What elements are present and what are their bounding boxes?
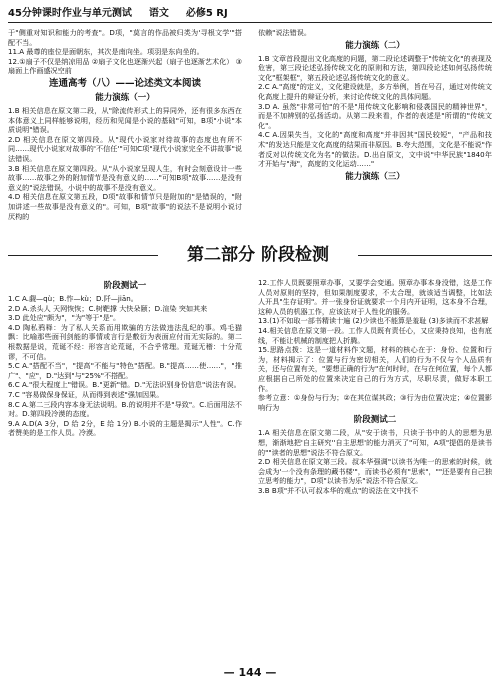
answer-paragraph: 3.D 此处应"颇为"，"为"等于"是"。 bbox=[8, 313, 121, 323]
part-title: 第二部分 阶段检测 bbox=[158, 242, 358, 268]
right-column bbox=[258, 28, 492, 185]
section-subheading: 能力演练（二） bbox=[345, 40, 405, 51]
subject-label: 语文 bbox=[148, 8, 169, 19]
answer-paragraph: 2.C A."高度"的定义，文化建设就是，多方举例，旨在号召，通过对传统文化高度上提升的辩证分析，来讨论传统文化的具体问题。 bbox=[258, 82, 492, 101]
book-title: 45分钟课时作业与单元测试 bbox=[8, 8, 132, 19]
answer-paragraph: 参考立意：①身份与行为；②在其位谋其政；③行为由位置决定；④位置影响行为 bbox=[258, 393, 492, 412]
section-heading: 阶段测试二 bbox=[353, 415, 397, 426]
answer-paragraph: 7.C "容易做保身保证，从而得到表述"强加因果。 bbox=[8, 389, 164, 399]
part-divider bbox=[8, 236, 492, 276]
answer-paragraph: 12.①扇子不仅是纳凉用品 ②扇子文化也逐渐兴起（扇子也逐渐艺术化） ③扇面上作画盛况空前 bbox=[8, 56, 242, 76]
answer-paragraph: 2.D 相关信息在原文第三段。叔本华强调"以读书为唯一的思索的时候，就会成为'一个没有条理的藏书楼'"，而读书必须有"思索"，""还是要有自己独立思考的能力"，D项"以读书为乐"说法不符合原文。 bbox=[258, 457, 492, 486]
answer-paragraph: 4.C A.因果失当，文化的"高度和高度"并非因其"国民较短"，"产品和技术"的发达只能是文化高度的结果而非原因。B.夸大范围，文化是不能说"作者反对以传统文化为名"的做法。D.出自原文，文中说"中华民族"1840年才开始与"海"，高度的文化运动……" bbox=[258, 130, 492, 169]
answer-paragraph: 5.C A."搭配不当"，"提高"不能与"特色"搭配。B."提高……使……"，"推广"、"应"，D."达到"与"25%"不搭配。 bbox=[8, 361, 242, 380]
answer-paragraph: 4.D 相关信息在原文第五段，D项"故事和情节只是附加的"是错误的，"附加讲述一些故事是没有意义的"。可知，B项"故事"的说法不是说明小说讨厌构的 bbox=[8, 192, 242, 221]
page-number: — 144 — bbox=[223, 666, 277, 679]
answer-paragraph: 依赖"说法错误。 bbox=[258, 28, 311, 37]
section-subheading: 能力演练（一） bbox=[95, 92, 155, 103]
answer-paragraph: 6.C A."很大程度上"错误。B."更新"错。D."无法识别身份信息"说法有误。 bbox=[8, 380, 241, 390]
answer-paragraph: 1.B 相关信息在原文第二段，从"除流传形式上的异同外，还有很多东西在本体意义上同样能够说明，经历和见闻是小说的基础"可知，B项"小说"本质说明"错误。 bbox=[8, 105, 242, 135]
answer-paragraph: 1.B 文章首段提出文化高度的问题，第二段论述调整于"传统文化"的表现及危害，第三段论述弘扬传统文化的原则和方法，第四段论述如何弘扬传统文化"框架框"，第五段论述弘扬传统文化的意义。 bbox=[258, 53, 492, 82]
bottom-right-column bbox=[258, 278, 492, 495]
page-number-value: 144 bbox=[238, 666, 262, 679]
answer-paragraph: 2.D A.杀头人 天网恢恢；C.树靶撑 大快朵颐；D.渲染 突如其来 bbox=[8, 303, 208, 313]
answer-paragraph: 15.思路点拨：这是一道材料作文题，材料的核心在于：身份、位置和行为，材料揭示了：位置与行为密切相关，人们的行为不仅与个人品质有关，还与位置有关，"要想正确的行为"在何时时，在与在何位置，每个人都应根据自己所处的位置来决定自己的行为方式，尽职尽责，做好本职工作。 bbox=[258, 345, 492, 393]
answer-paragraph: 14.相关信息在原文第一段。工作人员既有责任心，又应秉持良知，也有底线，不能让机械的制度把人折腾。 bbox=[258, 325, 492, 345]
answer-paragraph: 1.A 相关信息在原文第二段，从"安于读书，只读于书中的人的思想为思想，渐渐地把'自主研究''自主思想'的能力消灭了"可知，A项"提倡的是读书的""读者的思想"说法不符合原文。 bbox=[258, 428, 492, 457]
answer-paragraph: 13.(1)不如取一部书精读十遍 (2)少读也不能算是羞耻 (3)多读而不求甚解 bbox=[258, 316, 489, 326]
answer-paragraph: 1.C A.觑—qù；B.怍—kù；D.阡—jiān。 bbox=[8, 294, 138, 303]
answer-paragraph: 2.D 相关信息在原文第四段。从"现代小说家对待故事的态度也有所不同……现代小说家对故事的'不信任'"可知C项"现代小说家完全不讲故事"说法错误。 bbox=[8, 134, 242, 163]
section-heading: 连通高考（八）——论述类文本阅读 bbox=[48, 77, 201, 89]
answer-paragraph: 3.D A. 虽然"非常可怕"的不是"用传统文化影响和侵袭国民的精神世界"，而是不加辨别的弘扬活动。从第二段来看，作者的表述是"所谓的"传统文化"。 bbox=[258, 101, 492, 130]
bottom-left-column bbox=[8, 278, 242, 438]
header-rule bbox=[8, 22, 492, 23]
answer-paragraph: 4.D 陶私鸦释：为了私人关系而用欺骗的方法做违法乱纪的事。鸡毛猫飘：比喻那些面刊剑能的事情或言行是敷衍为表面应付而无实际的。第二根数据是说，荒诞不经：形容言论荒诞，不合乎常理。荒诞无稽：十分荒谬，不可信。 bbox=[8, 322, 242, 361]
answer-paragraph: 9.A A.D(A 3分，D 给 2分，E 给 1分) B.小说的主题是揭示"人性"。C.作者赞美的是工作人员。冷漠。 bbox=[8, 418, 242, 438]
edition-label: 必修5 RJ bbox=[185, 8, 228, 19]
section-subheading: 能力演练（三） bbox=[345, 171, 405, 182]
answer-paragraph: 3.B 相关信息在原文第四段。从"从小说家呈现人生，有时会刻意设计一些故事……故事之外的附加情节是没有意义的……"可知B项"故事……是没有意义的"说法错误，小说中的故事不是没有意义。 bbox=[8, 163, 242, 192]
section-heading: 阶段测试一 bbox=[103, 281, 147, 291]
page-header bbox=[8, 4, 492, 22]
answer-paragraph: 12.工作人员既要照章办事，又要学会变通。照章办事本身没错，这是工作人员对原则的坚持，但如果制度要求，不太合理，就该适当调整，比如法人开具"生存证明"。并一张身份证就要求一个月内开证明，这本身不合理，这种人员的机器工作，应该法对于人性化的服务。 bbox=[258, 278, 492, 316]
answer-paragraph: 8.C A.第二三段内容本身无法说明。B.的说明并不是"导致"。C.后面用法不对。D.第四段冷漠的态度。 bbox=[8, 399, 242, 419]
answer-paragraph: 11.A 最尊的座位是面朝东，其次是南向坐。项羽是东向坐的。 bbox=[8, 47, 204, 57]
left-column bbox=[8, 28, 242, 221]
answer-paragraph: 3.B B项"并不认可叔本华的观点"的说法在文中找不 bbox=[258, 485, 419, 495]
answer-paragraph: 于"侧重对知识和能力的考查"。D项，"莫言的作品被归类为'寻根文学'"搭配不当。 bbox=[8, 28, 242, 47]
